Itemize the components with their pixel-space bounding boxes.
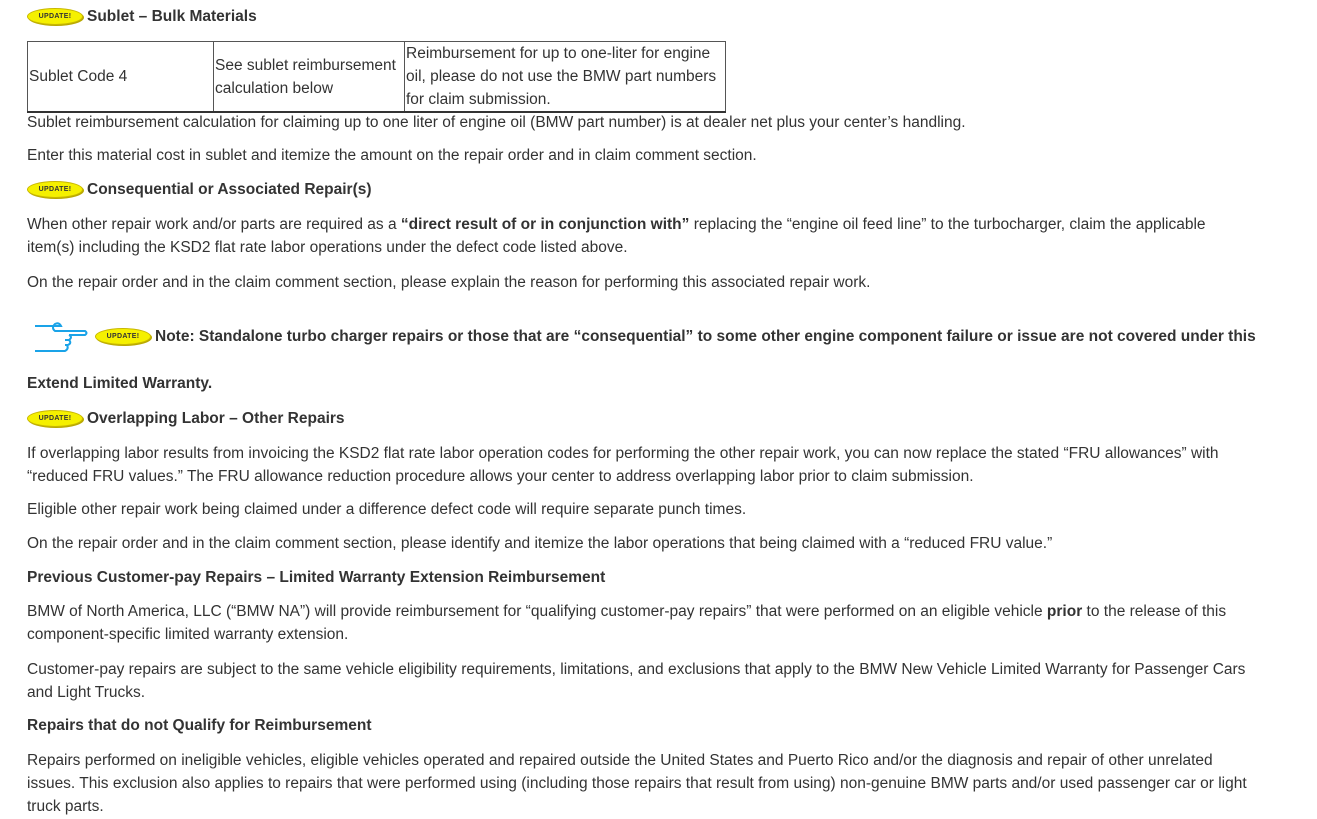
text: When other repair work and/or parts are required as a	[27, 216, 401, 233]
heading-previous-customer-pay: Previous Customer-pay Repairs – Limited Warranty Extension Reimbursement	[27, 569, 606, 586]
update-badge-icon: UPDATE!	[95, 328, 151, 345]
text: to the release of this component-specific limited warranty extension.	[27, 603, 1227, 643]
note-text-continued: Extend Limited Warranty.	[27, 375, 213, 392]
table-row	[28, 42, 726, 113]
pointing-hand-icon	[33, 320, 89, 356]
update-badge-icon: UPDATE!	[27, 8, 83, 25]
update-badge-icon: UPDATE!	[27, 410, 83, 427]
paragraph: If overlapping labor results from invoicing the KSD2 flat rate labor operation codes for performing the other repair work, you can now replace the stated “FRU allowances” with “reduced FRU values.” The FRU allowance reduction procedure allows your center to address overlapping labor prior to claim submission.	[27, 445, 1219, 485]
text: replacing the “engine oil feed line” to the turbocharger, claim the applicable item(s) including the KSD2 flat rate labor operations under the defect code listed above.	[27, 216, 1206, 256]
paragraph: Repairs performed on ineligible vehicles, eligible vehicles operated and repaired outside the United States and Puerto Rico and/or the diagnosis and repair of other unrelated issues. This exclusion also applies to repairs that were performed using (including those repairs that result from using) non-genuine BMW parts and/or used passenger car or light truck parts.	[27, 752, 1247, 815]
heading-consequential	[27, 178, 1257, 201]
heading-sublet-bulk-materials	[27, 5, 1257, 28]
heading-text: Consequential or Associated Repair(s)	[87, 181, 372, 198]
heading-repairs-not-qualify: Repairs that do not Qualify for Reimbursement	[27, 717, 372, 734]
paragraph: Sublet reimbursement calculation for claiming up to one liter of engine oil (BMW part number) is at dealer net plus your center’s handling.	[27, 114, 966, 131]
paragraph: Enter this material cost in sublet and itemize the amount on the repair order and in claim comment section.	[27, 147, 757, 164]
text: BMW of North America, LLC (“BMW NA”) will provide reimbursement for “qualifying customer-pay repairs” that were performed on an eligible vehicle	[27, 603, 1047, 620]
heading-overlapping-labor	[27, 407, 1257, 430]
paragraph: Customer-pay repairs are subject to the same vehicle eligibility requirements, limitations, and exclusions that apply to the BMW New Vehicle Limited Warranty for Passenger Cars and Light Trucks.	[27, 661, 1246, 701]
paragraph	[27, 600, 1232, 646]
heading-text: Overlapping Labor – Other Repairs	[87, 410, 345, 427]
update-badge-icon: UPDATE!	[27, 181, 83, 198]
bold-text: “direct result of or in conjunction with”	[400, 216, 690, 233]
text: Note: Standalone turbo charger repairs or those that are “consequential” to some other engine component failure or issue are not covered under this	[155, 328, 1256, 345]
heading-text: Sublet – Bulk Materials	[87, 8, 257, 25]
bold-text: prior	[1046, 603, 1083, 620]
paragraph: On the repair order and in the claim comment section, please explain the reason for performing this associated repair work.	[27, 274, 871, 291]
paragraph: Eligible other repair work being claimed under a difference defect code will require separate punch times.	[27, 501, 747, 518]
table-cell: See sublet reimbursement calculation below	[214, 42, 405, 113]
note-text	[95, 325, 1317, 348]
paragraph: On the repair order and in the claim comment section, please identify and itemize the labor operations that being claimed with a “reduced FRU value.”	[27, 535, 1053, 552]
paragraph	[27, 213, 1227, 259]
table-cell: Reimbursement for up to one-liter for engine oil, please do not use the BMW part numbers for claim submission.	[405, 42, 726, 113]
sublet-table	[27, 41, 726, 113]
table-cell: Sublet Code 4	[28, 42, 214, 113]
